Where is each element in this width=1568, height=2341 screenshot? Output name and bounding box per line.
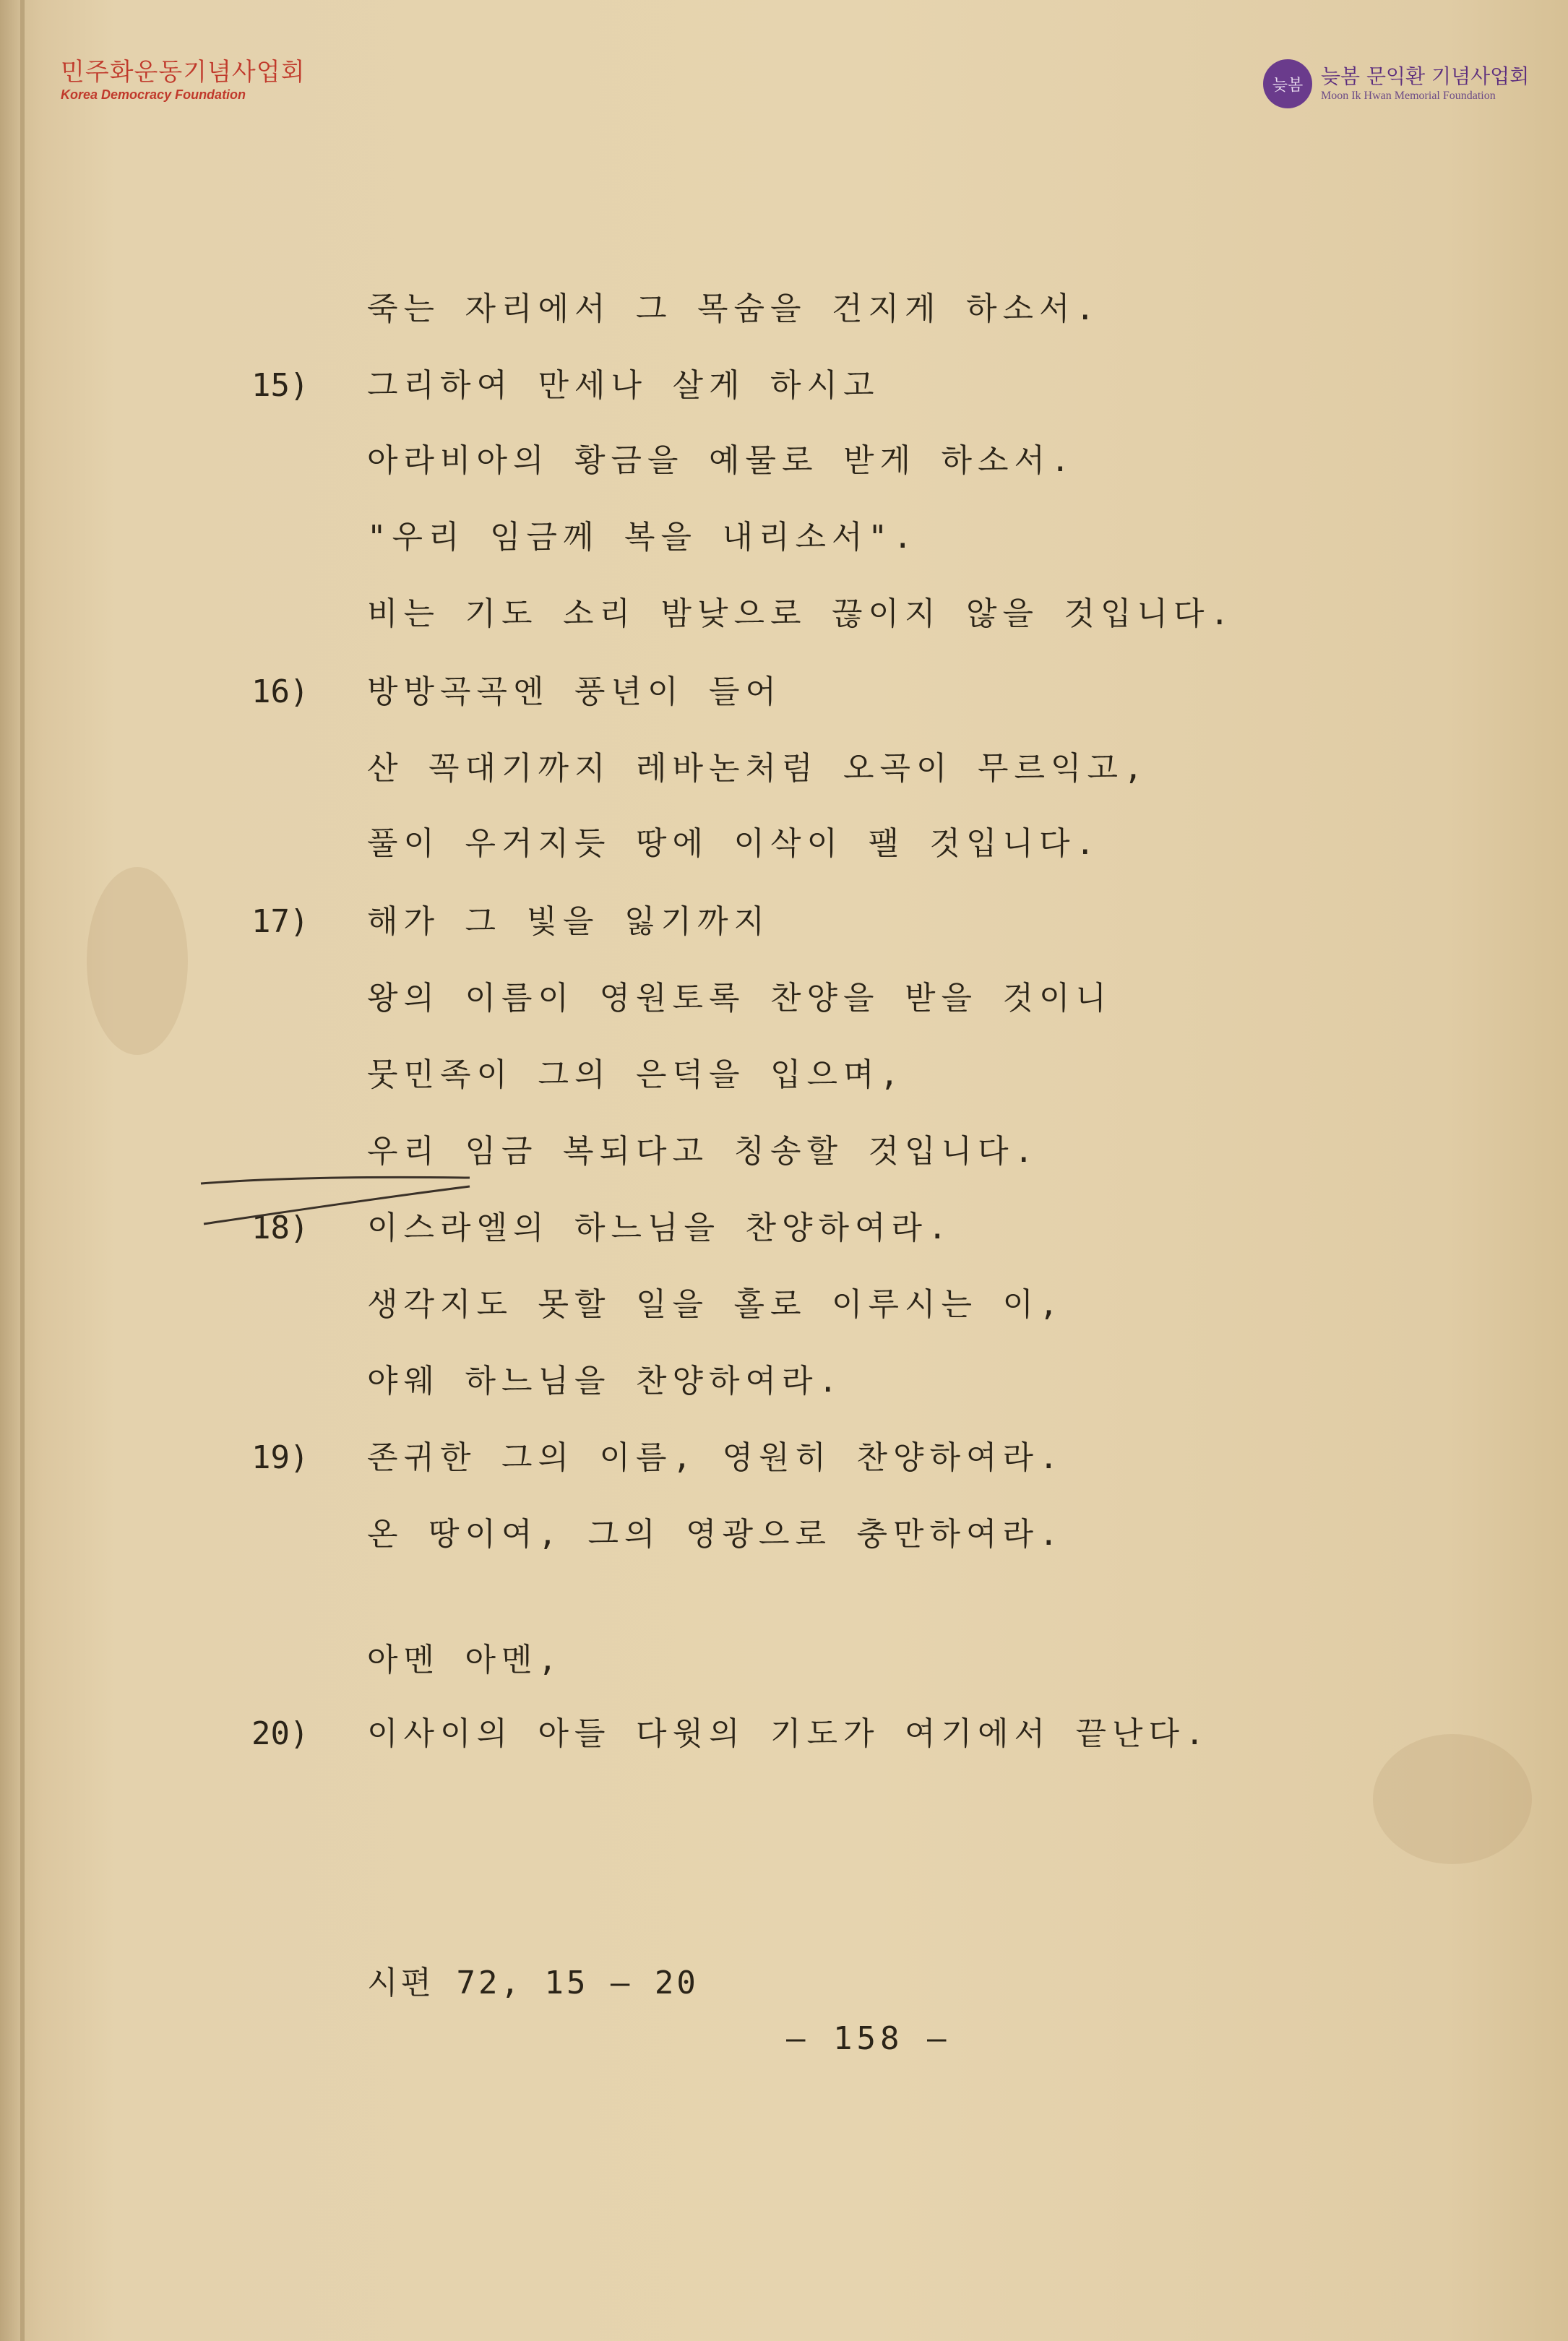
verse-line: 풀이 우거지듯 땅에 이삭이 팰 것입니다. <box>367 825 1101 862</box>
korea-democracy-foundation-logo <box>61 58 305 103</box>
verse-line: 야웨 하느님을 찬양하여라. <box>367 1363 844 1400</box>
verse-number: 20) <box>251 1715 309 1752</box>
handwritten-pen-strike <box>195 1170 484 1236</box>
paper-stain <box>1373 1734 1532 1864</box>
verse-line: 아라비아의 황금을 예물로 받게 하소서. <box>367 442 1076 479</box>
verse-line: 우리 임금 복되다고 칭송할 것입니다. <box>367 1133 1040 1170</box>
paper-stain <box>87 867 188 1055</box>
verse-line: 생각지도 못할 일을 홀로 이루시는 이, <box>367 1286 1064 1323</box>
verse-line: 산 꼭대기까지 레바논처럼 오곡이 무르익고, <box>367 750 1149 787</box>
logo-left-english: Korea Democracy Foundation <box>61 87 246 102</box>
verse-line: 아멘 아멘, <box>367 1642 563 1678</box>
logo-left-korean: 민주화운동기념사업회 <box>61 58 306 87</box>
neutbom-seal-icon: 늦봄 <box>1263 59 1312 108</box>
verse-number: 18) <box>251 1210 309 1246</box>
moon-ik-hwan-foundation-logo <box>1263 59 1529 108</box>
page-binding-shadow <box>0 0 20 2341</box>
verse-line: 왕의 이름이 영원토록 찬양을 받을 것이니 <box>367 980 1113 1017</box>
verse-line: 방방곡곡엔 풍년이 들어 <box>367 673 783 710</box>
scripture-citation: 시편 72, 15 — 20 <box>367 1965 699 2001</box>
logo-right-english: Moon Ik Hwan Memorial Foundation <box>1321 90 1496 102</box>
page-binding-edge <box>20 0 25 2341</box>
verse-line: 이사이의 아들 다윗의 기도가 여기에서 끝난다. <box>367 1715 1210 1752</box>
page-number: — 158 — <box>786 2020 951 2057</box>
verse-number: 15) <box>251 367 309 404</box>
verse-line: 이스라엘의 하느님을 찬양하여라. <box>367 1210 953 1246</box>
verse-line: 존귀한 그의 이름, 영원히 찬양하여라. <box>367 1439 1064 1476</box>
verse-number: 16) <box>251 673 309 710</box>
verse-line: 해가 그 빛을 잃기까지 <box>367 903 771 940</box>
verse-number: 17) <box>251 903 309 940</box>
verse-line: 비는 기도 소리 밤낮으로 끊이지 않을 것입니다. <box>367 595 1236 632</box>
verse-number: 19) <box>251 1439 309 1476</box>
verse-line: 온 땅이여, 그의 영광으로 충만하여라. <box>367 1516 1064 1553</box>
verse-line: 죽는 자리에서 그 목숨을 건지게 하소서. <box>367 290 1101 327</box>
verse-line: "우리 임금께 복을 내리소서". <box>367 519 918 556</box>
verse-line: 그리하여 만세나 살게 하시고 <box>367 367 880 404</box>
verse-line: 뭇민족이 그의 은덕을 입으며, <box>367 1056 905 1093</box>
logo-right-korean: 늦봄 문익환 기념사업회 <box>1321 64 1530 88</box>
